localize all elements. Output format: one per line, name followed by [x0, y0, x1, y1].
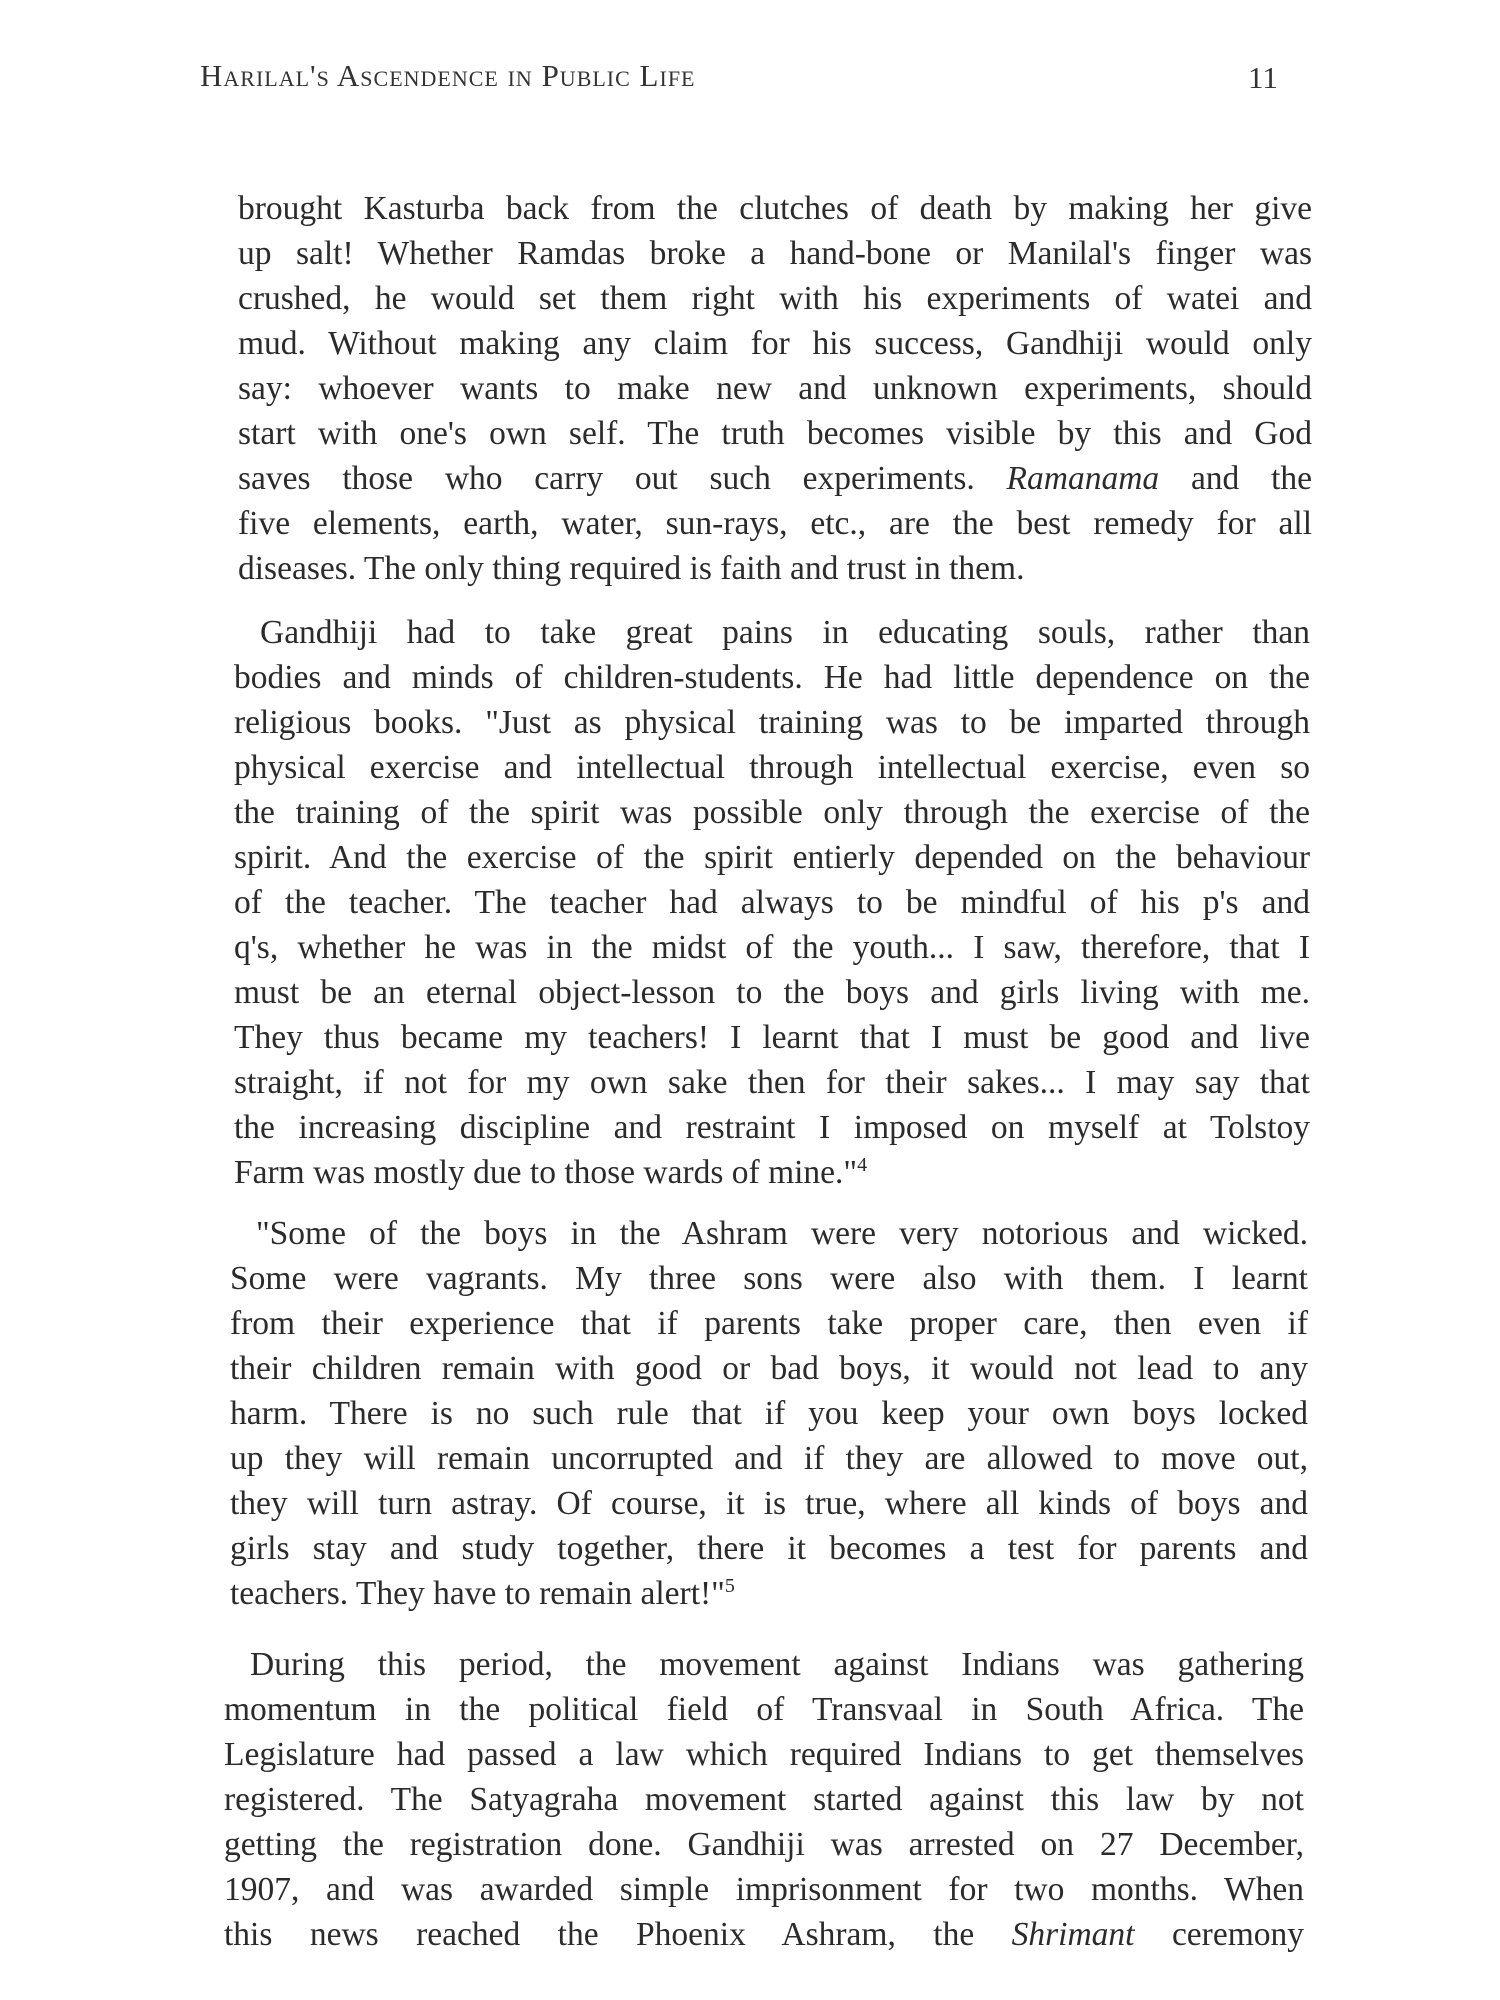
text-line: bodies and minds of children-students. He had little dependence on the: [234, 659, 1310, 696]
text-line: Legislature had passed a law which required Indians to get themselves: [224, 1736, 1304, 1773]
text-line: straight, if not for my own sake then for their sakes... I may say that: [234, 1064, 1310, 1101]
text-line: from their experience that if parents take proper care, then even if: [230, 1305, 1308, 1342]
text-line: must be an eternal object-lesson to the boys and girls living with me.: [234, 974, 1310, 1011]
text-line: they will turn astray. Of course, it is true, where all kinds of boys and: [230, 1485, 1308, 1522]
text-line: their children remain with good or bad boys, it would not lead to any: [230, 1350, 1308, 1387]
text-line: "Some of the boys in the Ashram were very notorious and wicked.: [256, 1215, 1308, 1252]
text-line: up salt! Whether Ramdas broke a hand-bone or Manilal's finger was: [238, 235, 1312, 272]
text-line: diseases. The only thing required is faith and trust in them.: [238, 550, 1025, 587]
text-line: the increasing discipline and restraint I imposed on myself at Tolstoy: [234, 1109, 1310, 1146]
text-line: [224, 1912, 1304, 1957]
text-line: girls stay and study together, there it becomes a test for parents and: [230, 1530, 1308, 1567]
text-line: momentum in the political field of Transvaal in South Africa. The: [224, 1691, 1304, 1728]
text-line: 1907, and was awarded simple imprisonment for two months. When: [224, 1871, 1304, 1908]
running-head-title: Harilal's Ascendence in Public Life: [200, 58, 696, 93]
text-line: registered. The Satyagraha movement started against this law by not: [224, 1781, 1304, 1818]
text-line: getting the registration done. Gandhiji was arrested on 27 December,: [224, 1826, 1304, 1863]
text-line: harm. There is no such rule that if you keep your own boys locked: [230, 1395, 1308, 1432]
paragraph-3: [230, 1211, 1308, 1616]
text-line: q's, whether he was in the midst of the youth... I saw, therefore, that I: [234, 929, 1310, 966]
text-segment: ceremony: [1171, 1916, 1305, 1953]
paragraph-4: [224, 1642, 1304, 1957]
text-line: Some were vagrants. My three sons were also with them. I learnt: [230, 1260, 1308, 1297]
text-line: spirit. And the exercise of the spirit entierly depended on the behaviour: [234, 839, 1310, 876]
text-segment: this news reached the Phoenix Ashram, the: [224, 1916, 975, 1953]
text-segment: saves those who carry out such experiments.: [238, 460, 975, 497]
text-line: mud. Without making any claim for his success, Gandhiji would only: [238, 325, 1312, 362]
page-number: 11: [1248, 60, 1278, 95]
italic-term: Ramanama: [1006, 460, 1160, 497]
text-line: Gandhiji had to take great pains in educating souls, rather than: [260, 614, 1310, 651]
text-line: [234, 1150, 1310, 1195]
paragraph-2: [234, 610, 1310, 1195]
text-segment: teachers. They have to remain alert!": [230, 1575, 725, 1612]
text-line: religious books. "Just as physical training was to be imparted through: [234, 704, 1310, 741]
text-line: crushed, he would set them right with his experiments of watei and: [238, 280, 1312, 317]
text-line: of the teacher. The teacher had always to be mindful of his p's and: [234, 884, 1310, 921]
text-line: They thus became my teachers! I learnt that I must be good and live: [234, 1019, 1310, 1056]
text-line: brought Kasturba back from the clutches of death by making her give: [238, 190, 1312, 227]
text-segment: Farm was mostly due to those wards of mine.": [234, 1154, 858, 1191]
text-line: [238, 456, 1312, 501]
text-line: five elements, earth, water, sun-rays, etc., are the best remedy for all: [238, 505, 1312, 542]
text-line: the training of the spirit was possible only through the exercise of the: [234, 794, 1310, 831]
paragraph-1: [238, 186, 1312, 591]
text-line: start with one's own self. The truth becomes visible by this and God: [238, 415, 1312, 452]
text-line: up they will remain uncorrupted and if they are allowed to move out,: [230, 1440, 1308, 1477]
footnote-ref: 4: [857, 1153, 868, 1176]
text-line: say: whoever wants to make new and unknown experiments, should: [238, 370, 1312, 407]
text-line: [230, 1571, 1308, 1616]
text-line: During this period, the movement against Indians was gathering: [250, 1646, 1304, 1683]
footnote-ref: 5: [724, 1574, 735, 1597]
text-segment: and the: [1190, 460, 1313, 497]
text-line: physical exercise and intellectual through intellectual exercise, even so: [234, 749, 1310, 786]
italic-term: Shrimant: [1011, 1916, 1135, 1953]
